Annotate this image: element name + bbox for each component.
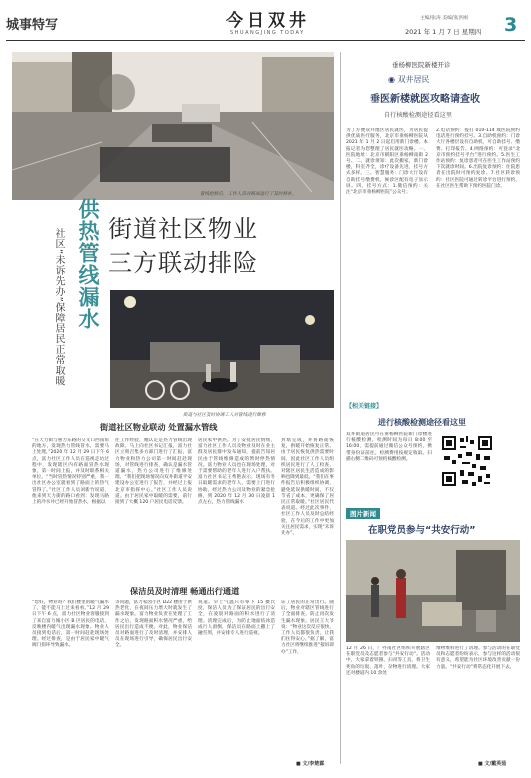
editor-credits: 主编/张涛 美编/张洪刚 bbox=[420, 16, 468, 21]
vertical-subtitle: 社区“未诉先办”保障居民正常取暖 bbox=[53, 228, 64, 387]
section1-heading: 街道社区物业联动 处置漏水管线 bbox=[100, 422, 218, 432]
section2-col2: 等问题，富力家园小区 D22 楼由于供热老化，在夜间压力增大时就发生了漏水现象。富力物业负责在处理了工作之后，发现路面积水情况严重，给居民出行造成不便。对此，物业保洁员对路面进行了及时清理，并安排人员在现场进行引导，确保居民出行安全。 bbox=[115, 600, 192, 649]
party-headline: 在职党员参与“共安行动” bbox=[368, 525, 476, 536]
related-text: 双井街道居民可在垂杨柳医院新门诊楼进行核酸检测。检测时间为每日 8:00 至 16:00，需提前通过微信公众号预约，携带身份证前往。检测费用按规定收取。扫描右侧二维码可预约核酸检测。 bbox=[346, 432, 432, 462]
section-label: 城事特写 bbox=[6, 18, 59, 33]
night-repair-illustration bbox=[110, 290, 334, 408]
side-location-tag bbox=[388, 74, 430, 85]
photo-news-tag: 图片新闻 bbox=[346, 508, 380, 519]
related-headline: 进行核酸检测途径看这里 bbox=[378, 418, 466, 427]
side-location-label: 双井居民 bbox=[397, 75, 430, 84]
side-subhead: 自行核酸检测途径看这里 bbox=[384, 112, 453, 119]
section1-col1: “在天力街与惠力东路的交叉口西南角的地方，发现热力管线冒水，需要马上处理。”2020 年 12 月 29 日下午 6 点，富力社区工作人员在巡视走访过程中，发现辖区内有路面冒热水现象，第一时间上报，并及时联系相关单位。“当时冒热情况特别严重，我一出社区办公室就看到了路面上的热气冒得了。”社区工作人员刘新竹说道，他来到天力街的路口看到：发现马路上的冷水井已经开始冒热水，根据以 bbox=[32, 438, 109, 506]
qr-code-pattern bbox=[440, 434, 494, 488]
section2-byline: ■ 文/李楚霖 bbox=[296, 761, 325, 767]
newspaper-logo-english: SHUANGJING TODAY bbox=[230, 30, 305, 36]
party-byline: ■ 文/戴英茹 bbox=[478, 761, 507, 767]
location-pin-icon: ◉ bbox=[388, 75, 398, 84]
side-col1: 为了方便双井地区居民就医，为居民提供优质医疗服务，北京市垂杨柳医院从 2021 年 1 月 2 日起启用新门诊楼。本报记者为您整理了居民就医攻略。一、医院地址：北京市朝阳区垂杨柳南街 2 号。二、就诊须知：此次搬家，新门诊楼，科室齐全，诊疗设备先进，挂号方式多样。三、智慧服务：门诊大厅设有自助挂号缴费机，候诊区配有电子显示屏。四、挂号方式：1.微信预约：关注“北京市垂杨柳医院”公众号； bbox=[346, 128, 428, 196]
section1-col4: 封堵完成，并将路面恢复，供暖开始恢复正常。由于居民恢复供热需要时间，因此社区工作人员组织居民进行了人工检查，对辖区居民生活造成的影响也降到最低。“我们在事件报告后积极组织协调，避免延误供暖时间，不仅节省了成本，更确保了居民正常取暖。”社区居民代表说道。经过此次事件，社区工作人员及时总结经验，在今后的工作中更加关注居民需求，实现“未诉先办”。 bbox=[281, 438, 334, 537]
qr-code[interactable] bbox=[440, 434, 494, 488]
header-rule bbox=[6, 40, 525, 41]
party-col1: 12 月 26 日，广外南社区组织开展辖区在职党员及志愿者参与“共安行动”。活动中，大家拿着铁锹、扫帚等工具，将卫生死角的垃圾、落叶、杂物进行清理。大家还对楼道内 10 余处 bbox=[346, 646, 430, 676]
section1-col2: 往工作经验，她认定是热力管线出现故障。马上向社区书记汇报，富力社区立刻召集多方部门进行了汇报，富力物业和热力公司第一时间赶赴现场，对管线进行排查，确认是漏水管道漏水，热力公司进行了维修处理。“我们把现场情况向双井街道平安建设办公室进行了报告，并经过上报北京市指挥中心。”社区工作人员说道。由于居民家中取暖的需要，前行接到了大概 120 户居民电话反馈。 bbox=[115, 438, 192, 506]
volunteers-illustration bbox=[346, 540, 520, 642]
main-headline bbox=[108, 212, 258, 280]
section2-col4: 证了居民的正常出行。随后，物业对辖区管线进行了全面排查，防止再次发生漏水现象。居民王大爷说：“物业这次反应很快，工作人员都很负责，让我们住得安心。”据了解，富力社区将继续推进“接诉即办”工作， bbox=[281, 600, 334, 655]
related-link-label: 【相关链接】 bbox=[346, 403, 383, 410]
issue-date: 2021 年 1 月 7 日 星期四 bbox=[405, 28, 482, 36]
street-repair-photo bbox=[12, 52, 334, 200]
section2-heading: 保洁员及时清理 畅通出行通道 bbox=[130, 586, 240, 596]
party-volunteers-photo bbox=[346, 540, 520, 642]
newspaper-logo: 今日双井 bbox=[226, 11, 310, 31]
street-repair-illustration bbox=[12, 52, 334, 200]
page-number: 3 bbox=[504, 14, 518, 36]
section2-col1: “您好，物业吗？我们楼里的暖气漏水了，能不能马上过来看看。”12 月 29 日下午 6 点，富力社区物业客服接到了来自富力城小区 B 区居民的电话，反映楼内暖气出现漏水现象。物业人员接到电话后，第一时间赶赴现场处理。经过排查，是由于居民家中暖气阀门损坏导致漏水。 bbox=[32, 600, 109, 649]
party-col2: 堆物堆料进行了清理。参与活动的在职党员和志愿者纷纷表示，参与这样的活动很有意义，希望能为社区环境改善贡献一份力量。“共安行动”将常态化开展下去。 bbox=[436, 646, 520, 670]
top-photo-caption: 管线抢修后，工作人员对路面进行了及时修补。 bbox=[200, 192, 297, 197]
section1-col3: 居民家中供热。为了安抚居民情绪，富力社区工作人员及物业及时在业主群及居民群中发布通知，提前告知居民由于管线维修造成的暂时停热情况。富力物业人员也在现场处理，对于需要帮助的老年人进行入户帮扶。富力社区书记王秀艳表示，现场有冬日取暖需求的老年人，需要上门进行协助。经过热力公司及物业的紧急抢修，到 2020 年 12 月 30 日凌晨 1 点左右，热力管线漏水 bbox=[198, 438, 275, 506]
main-headline-line1: 街道社区物业 bbox=[108, 215, 258, 243]
vertical-headline: 供热管线漏水 bbox=[76, 198, 101, 330]
night-repair-photo bbox=[110, 290, 334, 408]
side-intro: 垂杨柳医院新楼开诊 bbox=[392, 61, 451, 69]
main-headline-line2: 三方联动排险 bbox=[108, 249, 258, 277]
side-headline: 垂医新楼就医攻略请查收 bbox=[370, 94, 480, 105]
section2-col3: 说道。早上气温只有零下 15 摄氏度，保洁人员为了保证居民的出行安全，在凌晨对路面的积水进行了清理。清理完成后，为防止地面结冰造成行人滑倒，保洁员在路面上撒上了融雪剂，并安排专人进行巡视。 bbox=[198, 600, 275, 637]
bottom-photo-caption: 街道与社区及时协调工人对管线进行维修 bbox=[183, 413, 266, 418]
column-divider bbox=[340, 52, 341, 764]
side-col2: 2.电话预约：拨打 010-114 或医院预约电话进行预约挂号。3.自助机预约：门诊大厅各楼层设有自助机，可自助挂号、缴费、打印报告。4.网络预约：可登录“北京市预约挂号平台”进行预约。5.医生工作站预约：复诊患者可在医生工作站预约下次就诊时间。6.出院复诊预约：住院患者在出院时可预约复诊。7.社区转诊预约：社区医院可通过转诊平台进行预约，在社区医生帮助下预约医院门诊。 bbox=[436, 128, 520, 189]
